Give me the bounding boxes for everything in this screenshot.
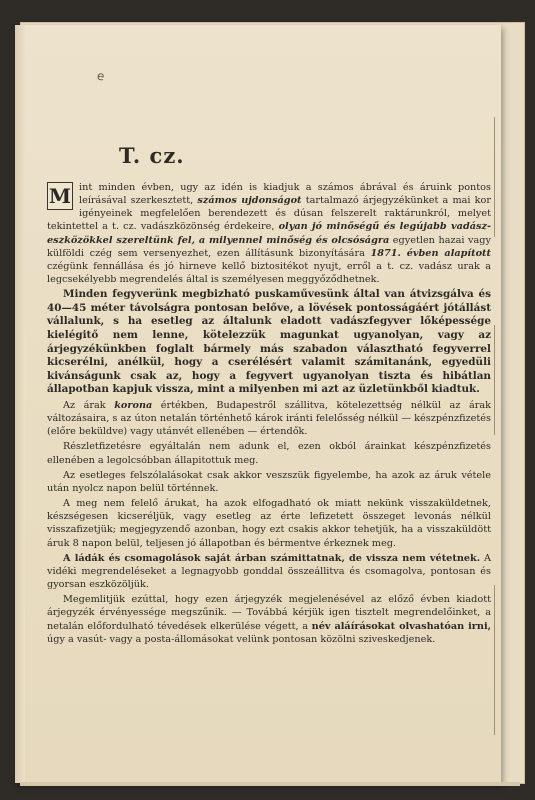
document-page <box>15 25 501 783</box>
document-body <box>47 181 491 648</box>
page-edge-line <box>494 585 495 735</box>
page-binding-edge <box>15 25 25 783</box>
drop-cap: M <box>48 184 72 208</box>
margin-mark: e <box>96 68 106 84</box>
packaging-paragraph: A ládák és csomagolások saját árban számittatnak, de vissza nem vétetnek. A vidéki megrendeléseket a legnagyobb gonddal összeállitva és csomagolva, pontosan és gyorsan eszközöljük. <box>47 552 492 591</box>
guarantee-paragraph: Minden fegyverünk megbizható puskaművesünk által van átvizsgálva és 40—45 méter távolságra pontosan belőve, a lövések pontosságáért jótállást vállalunk, s ha esetleg az általunk eladott vadászfegyver lőképessége kielégitő nem lenne, kötelezzük magunkat ugyanolyan, vagy az árjegyzékünkben foglalt bármely más szabadon választható fegyverrel kicserélni, anélkül, hogy a cserélésért valamit számitanánk, egyedüli kivánságunk csak az, hogy a fegyvert ugyanolyan tiszta és hibátlan állapotban kapjuk vissza, mint a milyenben mi azt az üzletünkből kiadtuk. <box>47 288 491 396</box>
prices-paragraph: Az árak korona értékben, Budapestről szállitva, kötelezettség nélkül az árak változásaira, s az úton netalán történhető károk iránti felelősség nélkül — készpénzfizetés (előre beküldve) vagy utánvét ellenében — értendők. <box>47 400 491 438</box>
page-bottom-edge <box>20 782 520 786</box>
closing-paragraph: Megemlitjük ezúttal, hogy ezen árjegyzék megjelenésével az előző évben kiadott árjegyzék érvényessége megszűnik. — Továbbá kérjük igen tisztelt megrendelőinket, a netalán előfordulható tévedések elkerülése végett, a név aláírásokat olvashatóan irni, úgy a vasút- vagy a posta-állomásokat velünk pontosan közölni sziveskedjenek. <box>47 594 491 645</box>
returns-paragraph: A meg nem felelő árukat, ha azok elfogadható ok miatt nekünk visszaküldetnek, készségesen kicseréljük, vagy esetleg az érte lefizetett összeget levonás nélkül visszafizetjük; megjegyzendő azonban, hogy ezt csakis akkor tehetjük, ha a visszaküldött áruk 8 napon belül, teljesen jó állapotban és bérmentve érkeznek meg. <box>47 498 491 549</box>
page-edge-line <box>494 325 495 435</box>
complaints-paragraph: Az esetleges felszólalásokat csak akkor veszszük figyelembe, ha azok az áruk vétele után nyolcz napon belül történnek. <box>47 469 491 494</box>
page-title: T. cz. <box>119 143 185 168</box>
installment-paragraph: Részletfizetésre egyáltalán nem adunk el, ezen okból árainkat készpénzfizetés ellenében a legolcsóbban állapitottuk meg. <box>47 441 491 466</box>
intro-paragraph: M int minden évben, ugy az idén is kiadjuk a számos ábrával és áruink pontos leírásával szerkesztett, számos ujdonságot tartalmazó árjegyzékünket a mai kor igényeinek megfelelően berendezett és dúsan felszerelt raktárunkról, melyet tekintettel a t. cz. vadászközönség érdekeire, olyan jó minőségű és legújabb vadász-eszközökkel szereltünk fel, a milyennel minőség és olcsóságra egyetlen hazai vagy külföldi czég sem versenyezhet, ezen állításunk bizonyítására 1871. évben alapított czégünk fennállása és jó hirneve kellő biztositékot nyujt, erről a t. cz. vadász urak a legcsekélyebb megrendelés által is személyesen meggyőződhetnek. <box>47 182 492 286</box>
page-edge-line <box>494 117 495 237</box>
